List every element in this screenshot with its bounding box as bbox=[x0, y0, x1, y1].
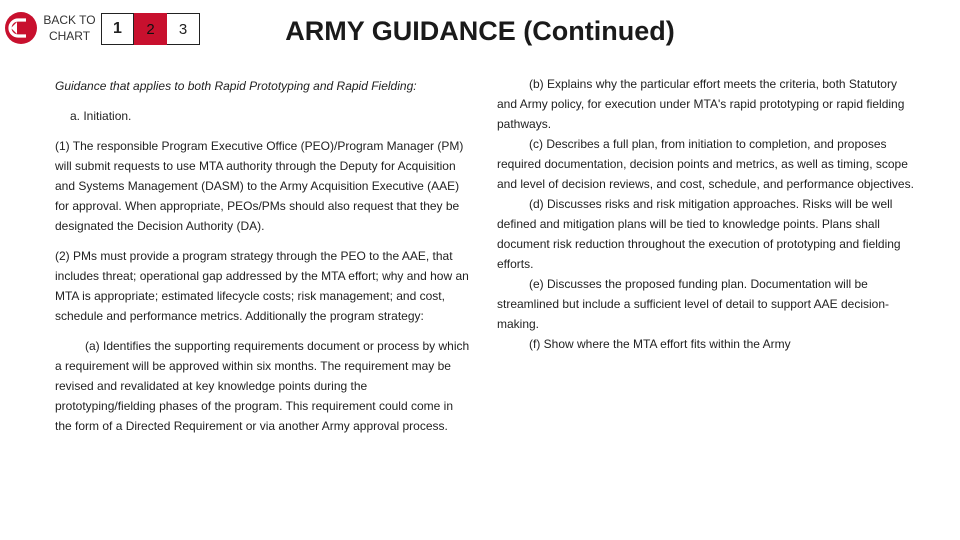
right-column bbox=[497, 74, 917, 354]
page-2-button[interactable]: 2 bbox=[134, 13, 167, 45]
back-arrow-icon bbox=[4, 11, 38, 45]
section-a-heading: a. Initiation. bbox=[70, 109, 132, 123]
paragraph-f: (f) Show where the MTA effort fits within the Army bbox=[529, 337, 791, 351]
back-to-chart-button[interactable] bbox=[4, 10, 96, 46]
page-title-bold: ARMY GUIDANCE bbox=[285, 16, 516, 46]
page-title-suffix: (Continued) bbox=[515, 16, 675, 46]
paragraph-e: (e) Discusses the proposed funding plan. Documentation will be streamlined but include a sufficient level of detail to support AAE decision-making. bbox=[497, 277, 890, 331]
page-3-button[interactable]: 3 bbox=[167, 13, 200, 45]
paragraph-d: (d) Discusses risks and risk mitigation approaches. Risks will be well defined and mitigation plans will be tied to knowledge points. Plans shall document risk reduction throughout the execution of prototyping and fielding efforts. bbox=[497, 197, 901, 271]
paragraph-1: (1) The responsible Program Executive Office (PEO)/Program Manager (PM) will submit requests to use MTA authority through the Deputy for Acquisition and Systems Management (DASM) to the Army Acquisition Executive (AAE) for approval. When appropriate, PEOs/PMs should also request that they be designated the Decision Authority (DA). bbox=[55, 139, 464, 233]
paragraph-2: (2) PMs must provide a program strategy through the PEO to the AAE, that includes threat; operational gap addressed by the MTA effort; why and how an MTA is appropriate; estimated lifecycle costs; risk management; and cost, schedule and performance metrics. Additionally the program strategy: bbox=[55, 249, 469, 323]
paragraph-b: (b) Explains why the particular effort meets the criteria, both Statutory and Army policy, for execution under MTA's rapid prototyping or rapid fielding pathways. bbox=[497, 77, 905, 131]
left-column bbox=[55, 76, 470, 446]
intro-text: Guidance that applies to both Rapid Prototyping and Rapid Fielding: bbox=[55, 79, 417, 93]
page-navigation bbox=[101, 13, 200, 45]
paragraph-a: (a) Identifies the supporting requirements document or process by which a requirement will be approved within six months. The requirement may be revised and revalidated at key knowledge points during the prototyping/fielding phases of the program. This requirement could come in the form of a Directed Requirement or via another Army approval process. bbox=[55, 339, 470, 433]
page-1-button[interactable]: 1 bbox=[101, 13, 134, 45]
page-title bbox=[260, 14, 700, 48]
paragraph-c: (c) Describes a full plan, from initiation to completion, and proposes required documentation, decision points and metrics, as well as timing, scope and level of decision reviews, and cost, schedule, and performance objectives. bbox=[497, 137, 914, 191]
back-to-chart-label: BACK TO CHART bbox=[43, 13, 96, 43]
